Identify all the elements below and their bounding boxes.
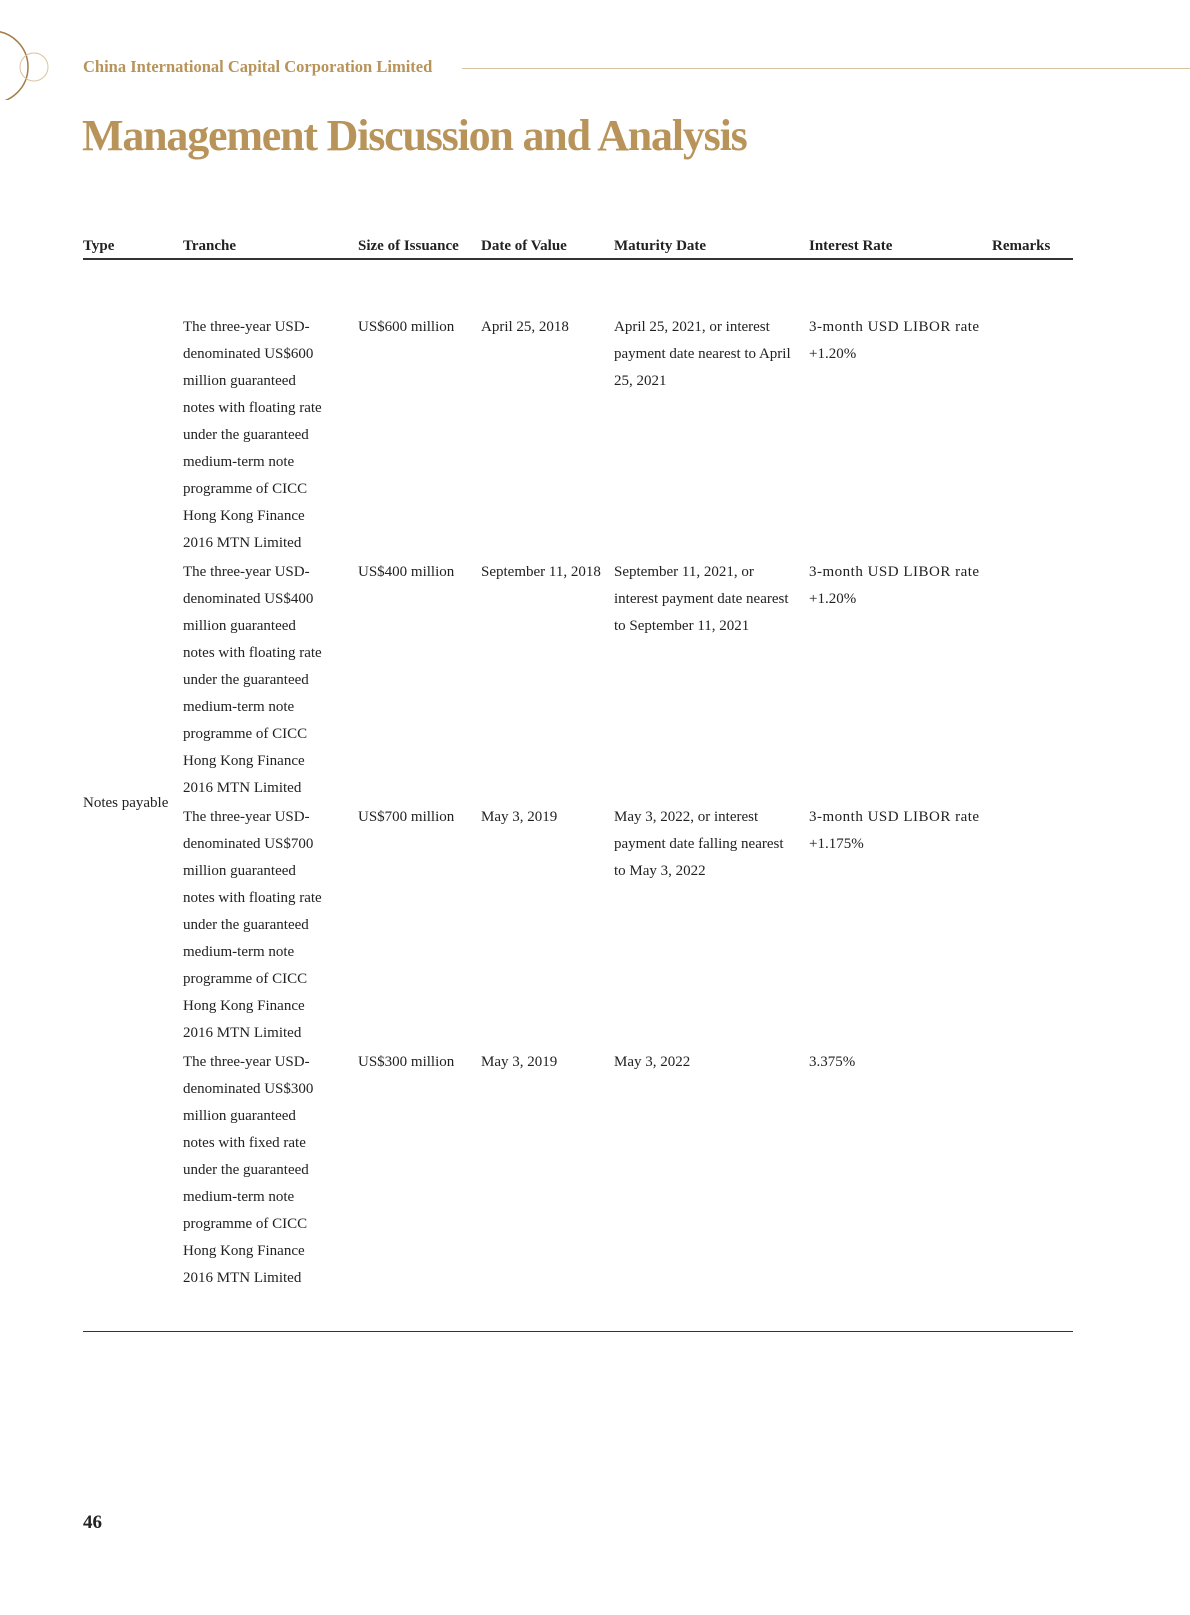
table-bottom-rule [83, 1331, 1073, 1332]
cell-line: 2016 MTN Limited [183, 1270, 302, 1286]
cell-line: 3-month USD LIBOR rate [809, 809, 980, 825]
table-cell-tranche [183, 314, 322, 557]
column-header: Maturity Date [614, 238, 707, 254]
cell-line: The three-year USD- [183, 809, 310, 825]
cell-line: US$300 million [358, 1054, 455, 1070]
cell-line: denominated US$300 [183, 1081, 314, 1097]
cell-line: medium-term note [183, 944, 295, 960]
cell-line: programme of CICC [183, 481, 308, 497]
cell-line: US$400 million [358, 564, 455, 580]
column-header: Type [83, 238, 115, 254]
table-cell-tranche [183, 1049, 313, 1292]
cell-line: April 25, 2018 [481, 319, 569, 335]
cell-line: to May 3, 2022 [614, 863, 706, 879]
cell-line: May 3, 2019 [481, 809, 558, 825]
table-cell-tranche [183, 559, 322, 802]
table-cell-maturity [614, 314, 791, 395]
cell-line: 3-month USD LIBOR rate [809, 319, 980, 335]
cell-line: 3-month USD LIBOR rate [809, 564, 980, 580]
cell-line: 25, 2021 [614, 373, 667, 389]
cell-line: million guaranteed [183, 863, 296, 879]
table-cell-value-date [481, 1049, 557, 1076]
logo-circles-icon [0, 0, 60, 100]
column-header: Interest Rate [809, 238, 893, 254]
column-header: Date of Value [481, 238, 567, 254]
table-cell-maturity [614, 804, 784, 885]
cell-line: 3.375% [809, 1054, 856, 1070]
cell-line: The three-year USD- [183, 319, 310, 335]
cell-line: US$700 million [358, 809, 455, 825]
cell-line: Hong Kong Finance [183, 753, 305, 769]
cell-line: 2016 MTN Limited [183, 1025, 302, 1041]
column-header: Tranche [183, 238, 237, 254]
table-cell-rate [809, 559, 980, 613]
cell-line: denominated US$600 [183, 346, 314, 362]
cell-line: Hong Kong Finance [183, 998, 305, 1014]
header-divider [462, 68, 1190, 69]
table-cell-rate [809, 314, 980, 368]
cell-line: 2016 MTN Limited [183, 535, 302, 551]
company-name: China International Capital Corporation Limited [83, 57, 433, 76]
cell-line: interest payment date nearest [614, 591, 789, 607]
cell-line: September 11, 2018 [481, 564, 601, 580]
table-cell-value-date [481, 804, 557, 831]
table-cell-size [358, 314, 454, 341]
cell-line: May 3, 2019 [481, 1054, 558, 1070]
page-number: 46 [83, 1512, 102, 1533]
cell-line: US$600 million [358, 319, 455, 335]
cell-line: million guaranteed [183, 373, 296, 389]
cell-line: The three-year USD- [183, 1054, 310, 1070]
table-cell-size [358, 559, 454, 586]
table-cell-value-date [481, 314, 569, 341]
cell-line: under the guaranteed [183, 1162, 309, 1178]
cell-line: under the guaranteed [183, 672, 309, 688]
cell-line: denominated US$400 [183, 591, 314, 607]
cell-line: under the guaranteed [183, 427, 309, 443]
table-header-rule [83, 258, 1073, 260]
cell-line: The three-year USD- [183, 564, 310, 580]
table-cell-maturity [614, 1049, 690, 1076]
cell-line: May 3, 2022 [614, 1054, 691, 1070]
cell-line: million guaranteed [183, 1108, 296, 1124]
cell-line: 2016 MTN Limited [183, 780, 302, 796]
cell-line: +1.20% [809, 591, 857, 607]
cell-line: April 25, 2021, or interest [614, 319, 770, 335]
cell-line: denominated US$700 [183, 836, 314, 852]
cell-line: medium-term note [183, 454, 295, 470]
cell-line: +1.175% [809, 836, 864, 852]
cell-line: payment date falling nearest [614, 836, 784, 852]
table-cell-size [358, 1049, 454, 1076]
cell-line: million guaranteed [183, 618, 296, 634]
cell-line: notes with floating rate [183, 645, 322, 661]
table-cell-rate [809, 1049, 855, 1076]
cell-line: notes with fixed rate [183, 1135, 306, 1151]
table-cell-rate [809, 804, 980, 858]
table-cell-size [358, 804, 454, 831]
cell-line: May 3, 2022, or interest [614, 809, 759, 825]
cell-line: Hong Kong Finance [183, 1243, 305, 1259]
column-header: Size of Issuance [358, 238, 459, 254]
cell-line: to September 11, 2021 [614, 618, 750, 634]
cell-line: +1.20% [809, 346, 857, 362]
table-cell-tranche [183, 804, 322, 1047]
table-cell-maturity [614, 559, 789, 640]
cell-line: September 11, 2021, or [614, 564, 754, 580]
cell-line: programme of CICC [183, 971, 308, 987]
type-cell [83, 790, 168, 817]
cell-line: medium-term note [183, 699, 295, 715]
cell-line: notes with floating rate [183, 890, 322, 906]
cell-line: payment date nearest to April [614, 346, 791, 362]
cell-line: medium-term note [183, 1189, 295, 1205]
cell-line: Hong Kong Finance [183, 508, 305, 524]
cell-line: programme of CICC [183, 1216, 308, 1232]
column-header: Remarks [992, 238, 1051, 254]
type-label: Notes payable [83, 795, 169, 811]
page-title: Management Discussion and Analysis [82, 111, 747, 160]
cell-line: under the guaranteed [183, 917, 309, 933]
cell-line: notes with floating rate [183, 400, 322, 416]
table-cell-value-date [481, 559, 601, 586]
cell-line: programme of CICC [183, 726, 308, 742]
